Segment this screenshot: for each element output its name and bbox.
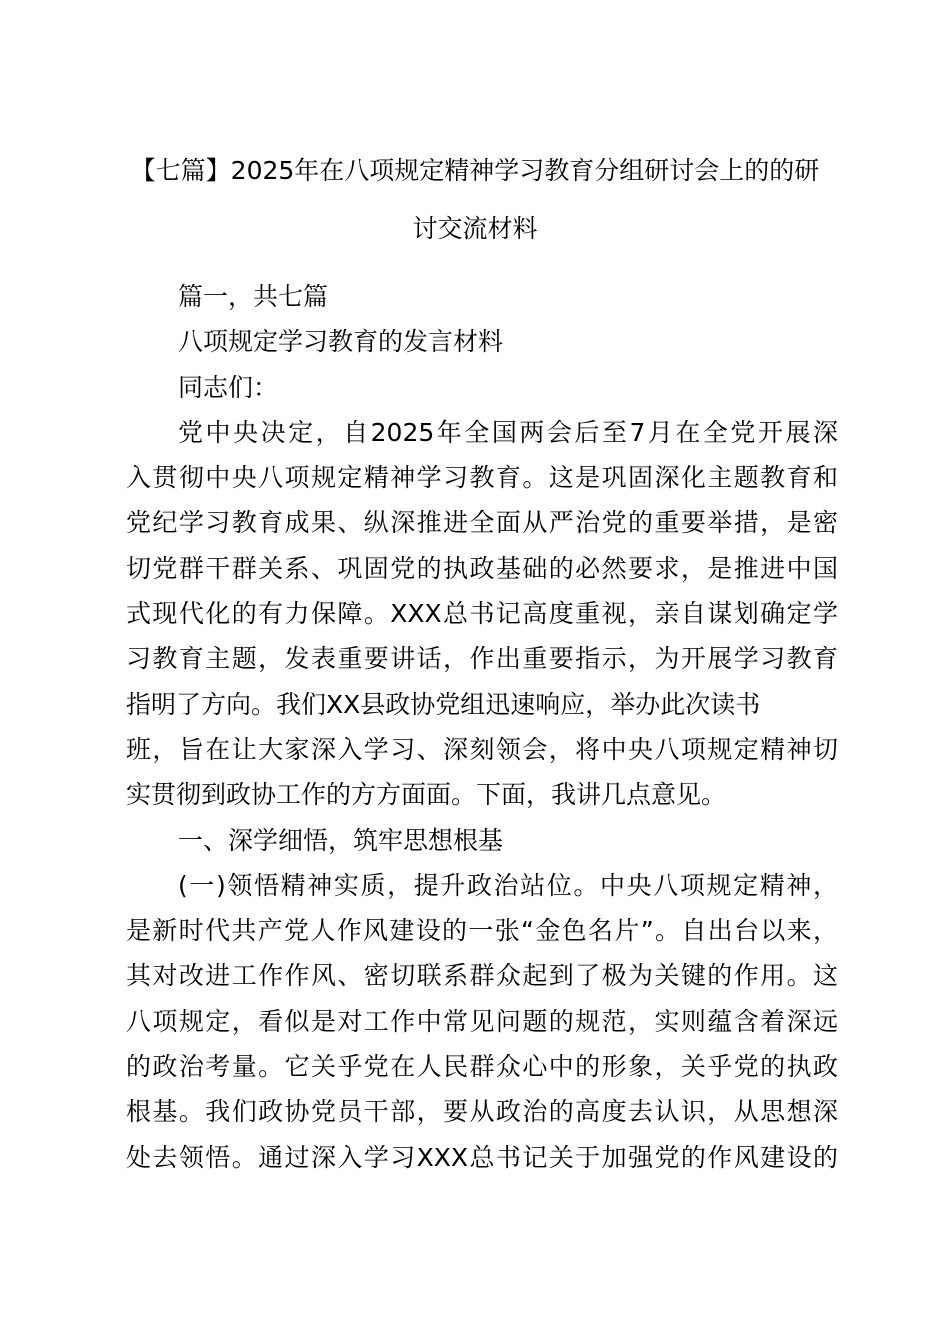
document-title [100, 152, 850, 268]
paragraph-line: (一)领悟精神实质，提升政治站位。中央八项规定精神， [178, 870, 838, 900]
speech-title: 八项规定学习教育的发言材料 [178, 327, 504, 357]
paragraph-line: 的政治考量。它关乎党在人民群众心中的形象，关乎党的执政 [126, 1052, 838, 1082]
paragraph-line: 切党群干群关系、巩固党的执政基础的必然要求，是推进中国 [126, 553, 838, 583]
paragraph-line: 实贯彻到政协工作的方方面面。下面，我讲几点意见。 [126, 780, 727, 810]
document-body [126, 277, 838, 1183]
section-heading: 篇一，共七篇 [178, 282, 329, 311]
paragraph-line: 根基。我们政协党员干部，要从政治的高度去认识，从思想深 [126, 1097, 838, 1127]
salutation: 同志们： [178, 372, 279, 402]
title-line-1: 【七篇】2025年在八项规定精神学习教育分组研讨会上的的研 [130, 156, 820, 185]
paragraph-line: 习教育主题，发表重要讲话，作出重要指示，为开展学习教育 [126, 644, 838, 674]
subsection-heading: 一、深学细悟，筑牢思想根基 [178, 825, 504, 855]
paragraph-line: 入贯彻中央八项规定精神学习教育。这是巩固深化主题教育和 [126, 463, 838, 493]
paragraph-line: 式现代化的有力保障。XXX总书记高度重视，亲自谋划确定学 [126, 599, 838, 629]
paragraph-line: 指明了方向。我们XX县政协党组迅速响应，举办此次读书 [126, 689, 761, 719]
paragraph-line: 是新时代共产党人作风建设的一张“金色名片”。自出台以来， [126, 916, 838, 946]
paragraph-line: 处去领悟。通过深入学习XXX总书记关于加强党的作风建设的 [126, 1142, 838, 1172]
paragraph-line: 党中央决定，自2025年全国两会后至7月在全党开展深 [178, 417, 838, 447]
paragraph-line: 班，旨在让大家深入学习、深刻领会，将中央八项规定精神切 [126, 734, 838, 764]
paragraph-line: 其对改进工作作风、密切联系群众起到了极为关键的作用。这 [126, 961, 838, 991]
paragraph-line: 党纪学习教育成果、纵深推进全面从严治党的重要举措，是密 [126, 508, 838, 538]
title-line-2: 讨交流材料 [412, 214, 538, 243]
paragraph-line: 八项规定，看似是对工作中常见问题的规范，实则蕴含着深远 [126, 1006, 838, 1036]
